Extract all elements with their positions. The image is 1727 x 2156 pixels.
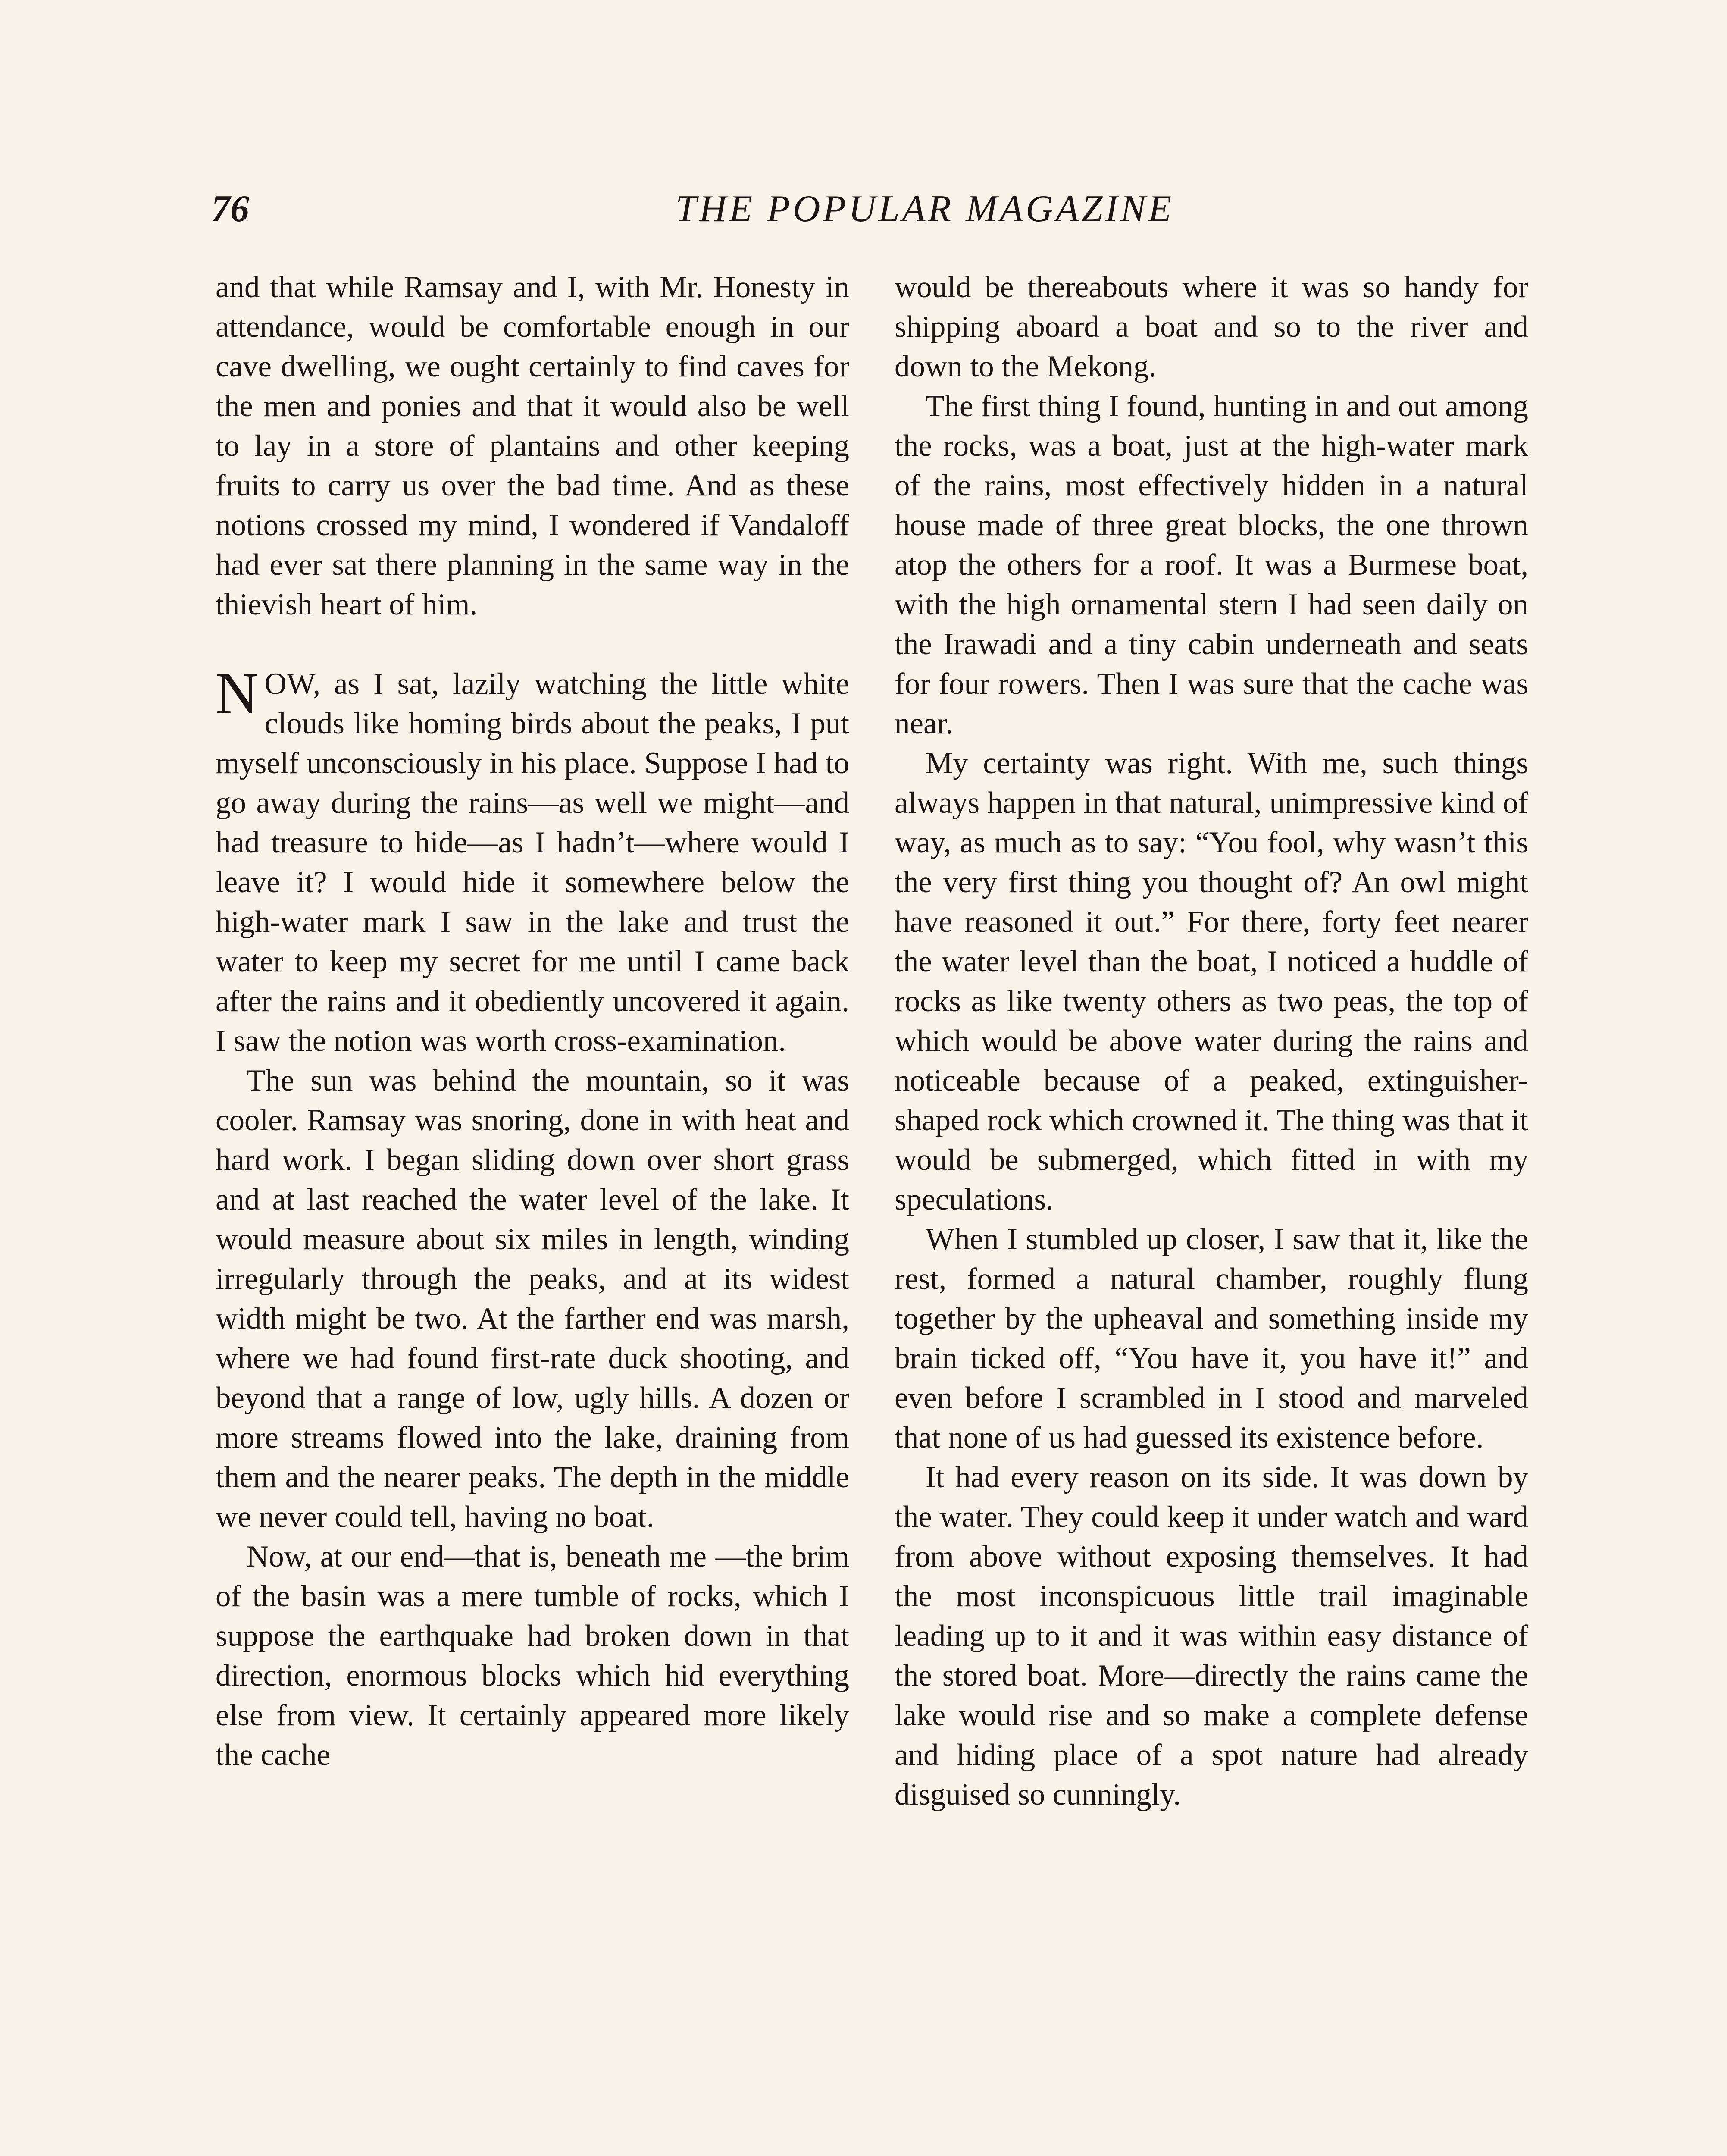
left-paragraph-2-text: OW, as I sat, lazily watching the little white clouds like homing birds about the peaks, I put myself unconsciously in his place. Suppose I had to go away during the rains—as well we might—and had treasure to hide—as I hadn’t—where would I leave it? I would hide it somewhere below the high-water mark I saw in the lake and trust the water to keep my secret for me until I came back after the rains and it obediently uncovered it again. I saw the notion was worth cross-examination. <box>216 667 849 1058</box>
right-paragraph-1: would be thereabouts where it was so handy for shipping aboard a boat and so to the river and down to the Mekong. <box>895 270 1528 383</box>
right-paragraph-2: The first thing I found, hunting in and out among the rocks, was a boat, just at the high-water mark of the rains, most effectively hidden in a natural house made of three great blocks, the one thrown atop the others for a roof. It was a Burmese boat, with the high ornamental stern I had seen daily on the Irawadi and a tiny cabin underneath and seats for four rowers. Then I was sure that the cache was near. <box>895 389 1528 740</box>
page-number: 76 <box>211 188 249 230</box>
left-column <box>216 267 849 1775</box>
left-paragraph-2 <box>216 660 849 1061</box>
right-paragraph-4: When I stumbled up closer, I saw that it, like the rest, formed a natural chamber, roughly flung together by the upheaval and something inside my brain ticked off, “You have it, you have it!” and even before I scrambled in I stood and marveled that none of us had guessed its existence before. <box>895 1222 1528 1454</box>
running-head: THE POPULAR MAGAZINE <box>675 188 1174 230</box>
left-paragraph-3: The sun was behind the mountain, so it was cooler. Ramsay was snoring, done in with heat and hard work. I began sliding down over short grass and at last reached the water level of the lake. It would measure about six miles in length, winding irregularly through the peaks, and at its widest width might be two. At the farther end was marsh, where we had found first-rate duck shooting, and beyond that a range of low, ugly hills. A dozen or more streams flowed into the lake, draining from them and the nearer peaks. The depth in the middle we never could tell, having no boat. <box>216 1064 849 1534</box>
left-paragraph-4: Now, at our end—that is, beneath me —the brim of the basin was a mere tumble of rocks, which I suppose the earthquake had broken down in that direction, enormous blocks which hid everything else from view. It certainly appeared more likely the cache <box>216 1540 849 1772</box>
right-paragraph-3: My certainty was right. With me, such things always happen in that natural, unimpressive kind of way, as much as to say: “You fool, why wasn’t this the very first thing you thought of? An owl might have reasoned it out.” For there, forty feet nearer the water level than the boat, I noticed a huddle of rocks as like twenty others as two peas, the top of which would be above water during the rains and noticeable because of a peaked, extinguisher-shaped rock which crowned it. The thing was that it would be submerged, which fitted in with my speculations. <box>895 746 1528 1216</box>
left-paragraph-1: and that while Ramsay and I, with Mr. Honesty in attendance, would be comfortable enough in our cave dwelling, we ought certainly to find caves for the men and ponies and that it would also be well to lay in a store of plantains and other keeping fruits to carry us over the bad time. And as these notions crossed my mind, I wondered if Vandaloff had ever sat there planning in the same way in the thievish heart of him. <box>216 270 849 621</box>
right-paragraph-5: It had every reason on its side. It was down by the water. They could keep it under watch and ward from above without exposing themselves. It had the most inconspicuous little trail imaginable leading up to it and it was within easy distance of the stored boat. More—directly the rains came the lake would rise and so make a complete defense and hiding place of a spot nature had already disguised so cunningly. <box>895 1460 1528 1811</box>
page-header <box>211 183 1638 248</box>
right-column <box>895 267 1528 1814</box>
drop-cap: N <box>216 660 259 726</box>
